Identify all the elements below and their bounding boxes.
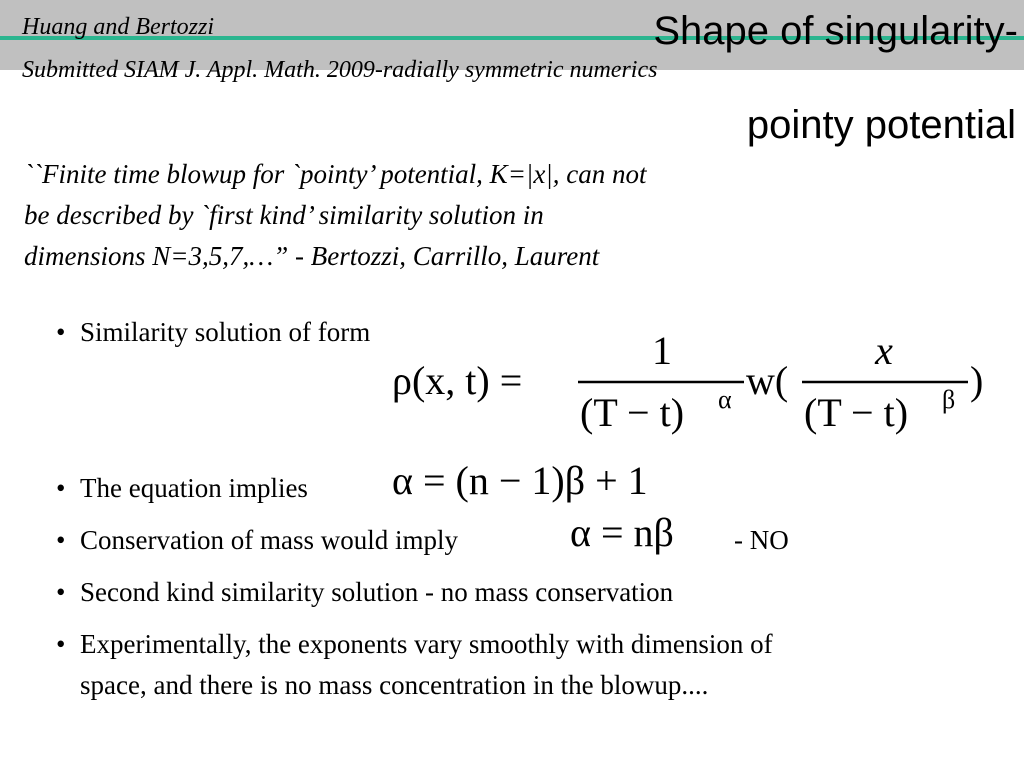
eq-lhs: ρ(x, t) = — [392, 358, 523, 403]
bullet-marker: • — [56, 525, 66, 555]
bullet-marker: • — [56, 577, 66, 607]
no-verdict: - NO — [734, 525, 789, 555]
bullet-text: Similarity solution of form — [80, 317, 371, 347]
eq-den2: (T − t) — [804, 390, 909, 435]
bullet-marker: • — [56, 473, 66, 503]
mass-equation — [566, 504, 726, 565]
quote-line: dimensions N=3,5,7,…” - Bertozzi, Carrillo, Laurent — [24, 241, 600, 271]
eq-num1: 1 — [652, 328, 672, 373]
bullet-text: Conservation of mass would imply — [80, 525, 458, 555]
quote-line: ``Finite time blowup for `pointy’ potential, K=|x|, can not — [24, 159, 647, 189]
eq-w: w( — [746, 358, 789, 403]
eq-num2: x — [875, 328, 893, 373]
quote-line: be described by `first kind’ similarity solution in — [24, 200, 544, 230]
bullet-text: The equation implies — [80, 473, 308, 503]
slide-title-line1: Shape of singularity- — [653, 9, 1018, 53]
bullet-text-line: space, and there is no mass concentration in the blowup.... — [80, 670, 709, 700]
journal-note: Submitted SIAM J. Appl. Math. 2009-radially symmetric numerics — [22, 57, 658, 83]
eq-den1: (T − t) — [580, 390, 685, 435]
bullet-marker: • — [56, 629, 66, 659]
eq-mass: α = nβ — [570, 510, 674, 555]
similarity-equation — [388, 318, 998, 447]
eq-implies: α = (n − 1)β + 1 — [392, 458, 648, 503]
bullet-text-line: Experimentally, the exponents vary smoothly with dimension of — [80, 629, 773, 659]
bullet-text: Second kind similarity solution - no mass conservation — [80, 577, 674, 607]
quote-block — [24, 154, 824, 277]
bullet-marker: • — [56, 317, 66, 347]
slide-title-line2: pointy potential — [746, 103, 1016, 147]
eq-den2-exp: β — [942, 385, 956, 414]
eq-close: ) — [970, 358, 984, 403]
authors: Huang and Bertozzi — [22, 14, 214, 40]
eq-den1-exp: α — [718, 385, 732, 414]
